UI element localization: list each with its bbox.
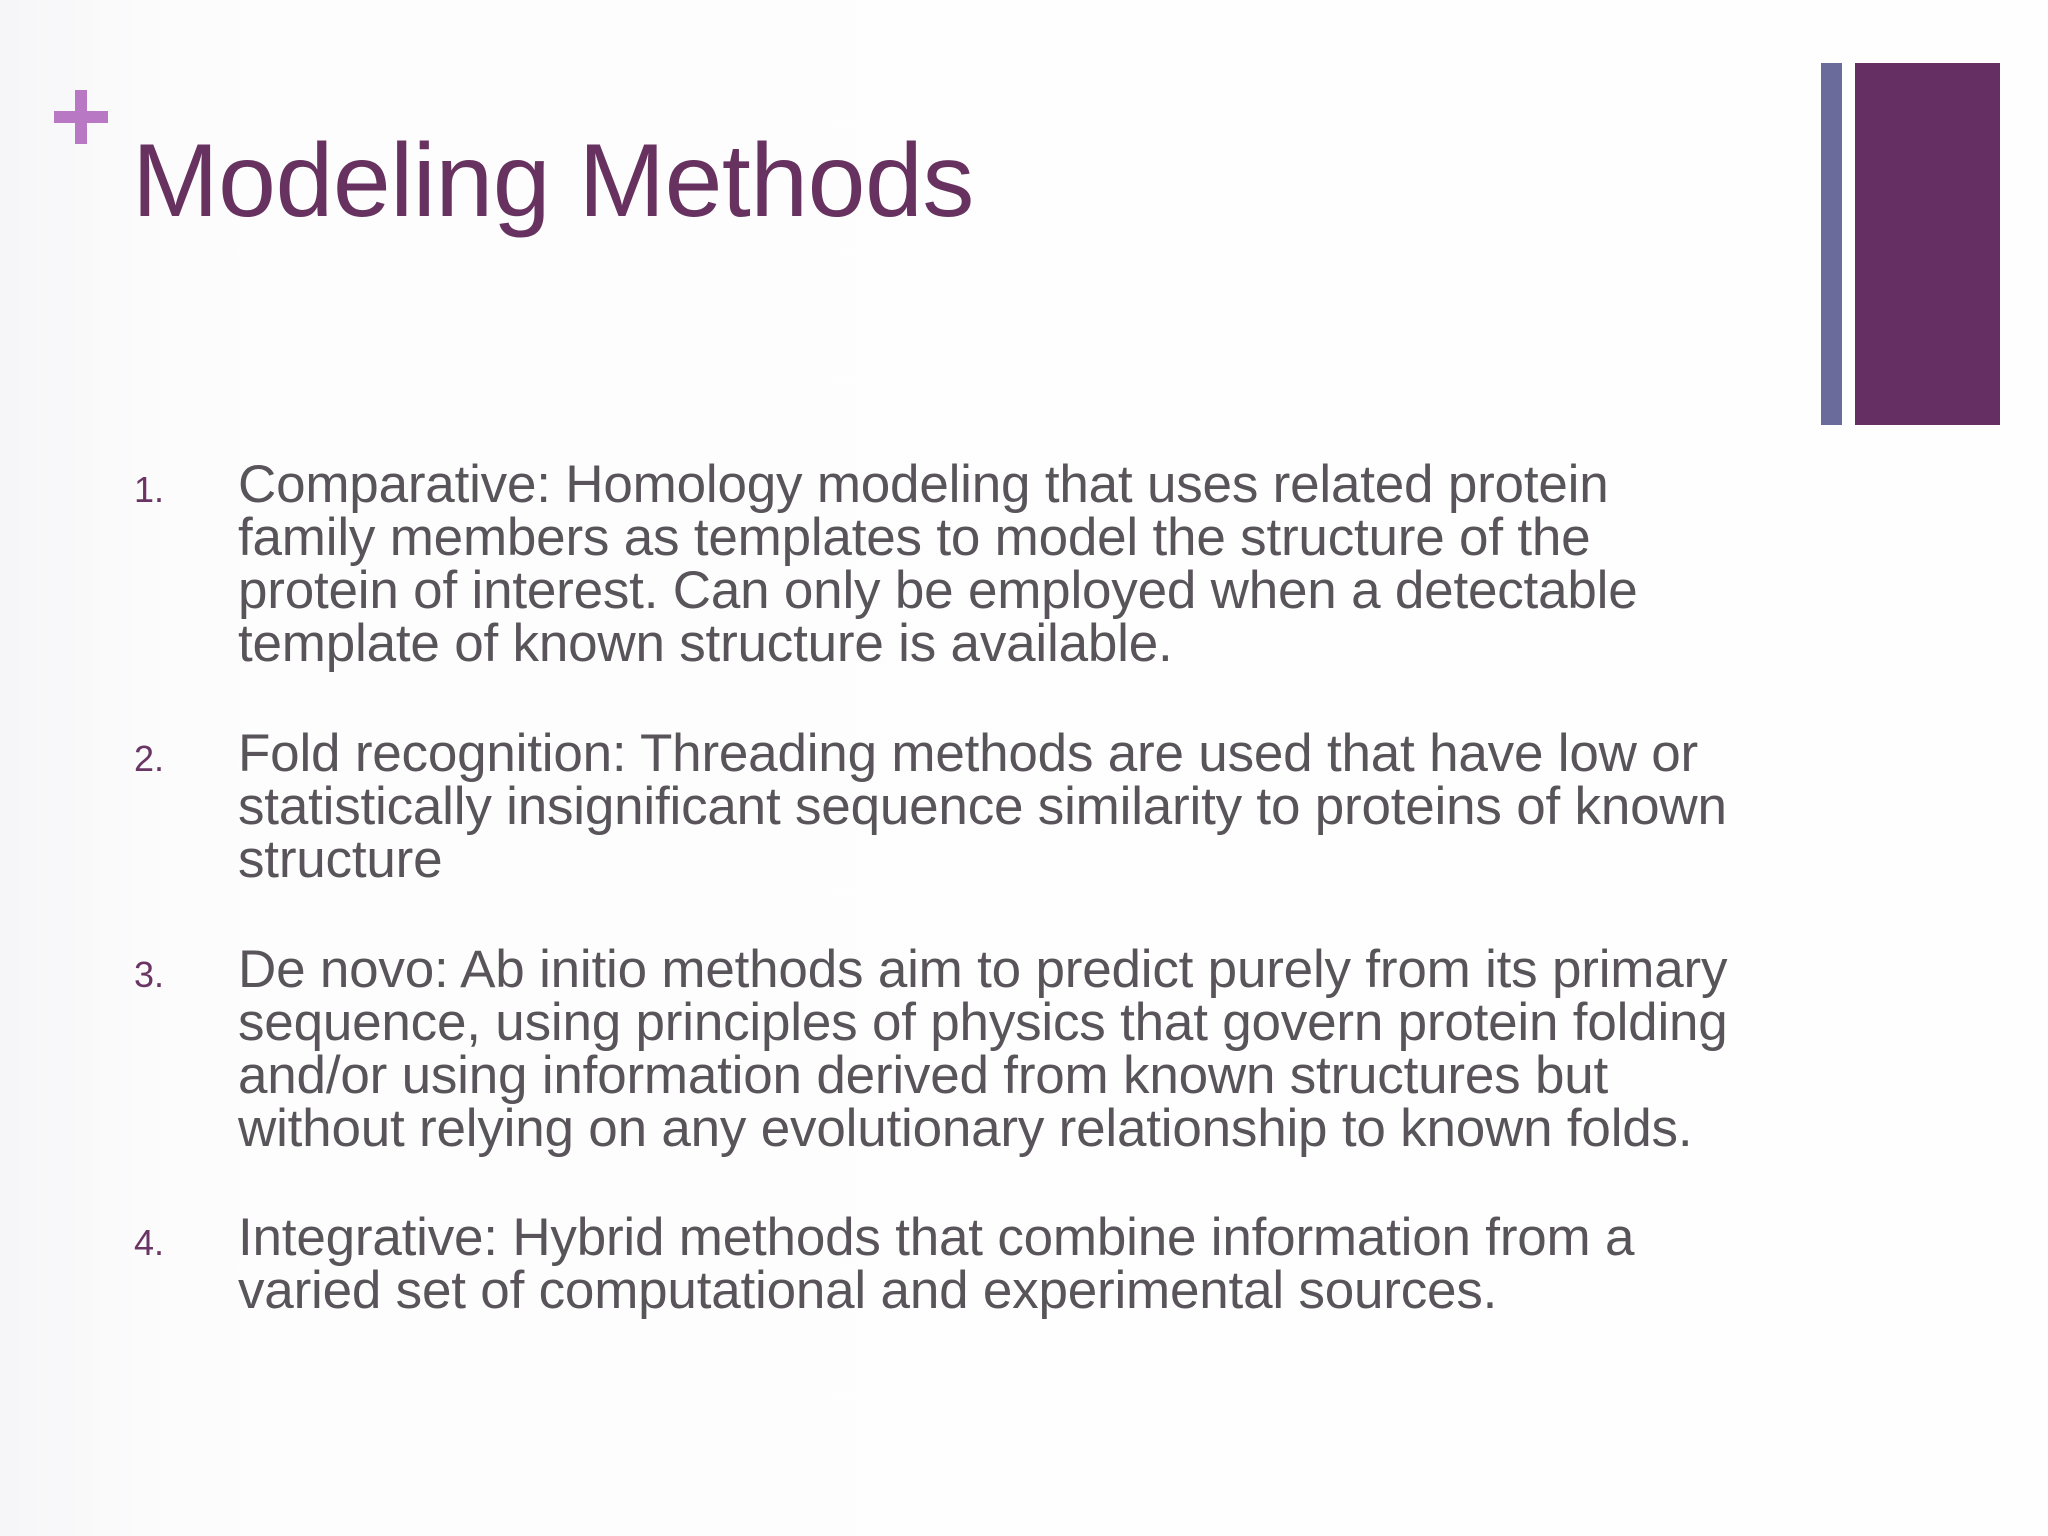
list-item-line: protein of interest. Can only be employed when a detectable [238,561,1638,620]
list-item-number: 3. [134,954,165,995]
list-item-number: 1. [134,469,165,510]
list-item-line: varied set of computational and experimental sources. [238,1261,1498,1320]
list-item-number: 4. [134,1222,165,1263]
list-item-line: statistically insignificant sequence similarity to proteins of known [238,777,1727,836]
slide-title: Modeling Methods [132,123,974,239]
list-item-line: sequence, using principles of physics that govern protein folding [238,993,1728,1052]
list-item-text [238,724,1818,889]
list-item-number: 2. [134,738,165,779]
list-item-text [238,1208,1818,1320]
list-item-line: structure [238,830,443,889]
list-item-line: Comparative: Homology modeling that uses related protein [238,455,1609,514]
list-item-line: family members as templates to model the structure of the [238,508,1591,567]
list-item-line: template of known structure is available. [238,614,1173,673]
list-item-text [238,455,1818,673]
list-item-line: De novo: Ab initio methods aim to predict purely from its primary [238,940,1728,999]
list-item-line: and/or using information derived from known structures but [238,1046,1609,1105]
list-item-line: Fold recognition: Threading methods are used that have low or [238,724,1698,783]
list-item-line: Integrative: Hybrid methods that combine information from a [238,1208,1635,1267]
list-item-text [238,940,1818,1158]
list-item-line: without relying on any evolutionary relationship to known folds. [238,1099,1693,1158]
